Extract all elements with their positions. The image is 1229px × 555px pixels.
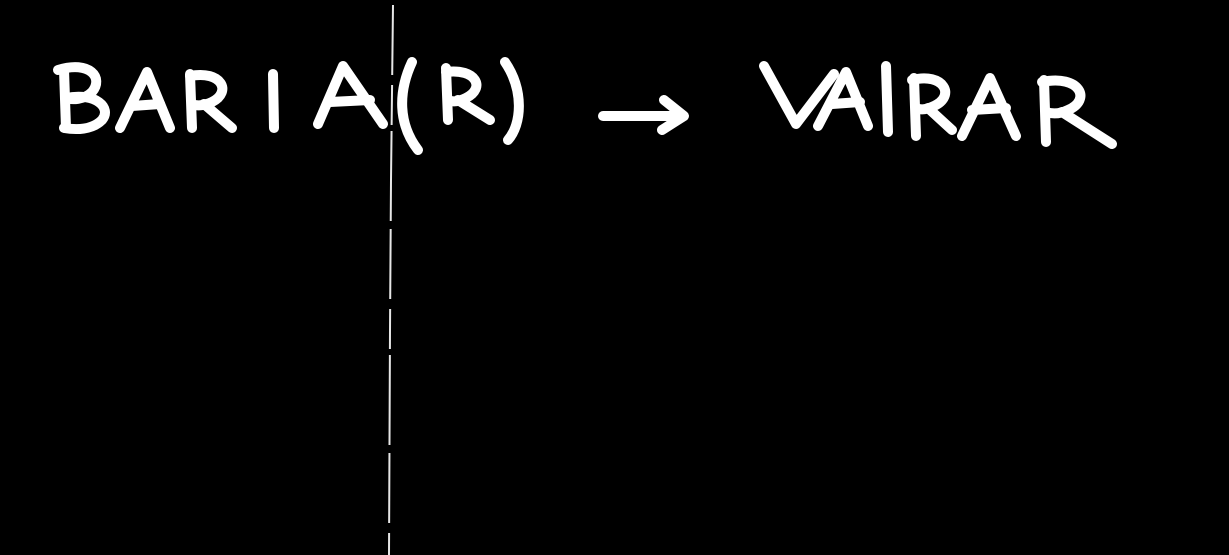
letter-r4-leg — [1062, 112, 1112, 144]
handwritten-marker — [402, 62, 519, 150]
vertical-guide-line — [389, 5, 393, 555]
letter-i1 — [273, 74, 274, 128]
letter-r1-leg — [204, 104, 232, 128]
letter-a2-bar — [330, 100, 370, 102]
left-parenthesis — [402, 62, 418, 150]
right-parenthesis — [505, 62, 519, 140]
letter-a4-bar — [972, 108, 1006, 110]
handwritten-target-word — [764, 66, 1112, 144]
letter-a3-bar — [832, 102, 860, 104]
arrow-icon — [603, 100, 684, 130]
handwritten-source-word — [58, 66, 383, 129]
letter-a2-sides — [318, 66, 383, 124]
letter-r2-leg — [458, 100, 490, 120]
letter-i2 — [886, 66, 888, 132]
letter-a1-bar — [132, 104, 160, 106]
letter-r3-leg — [928, 108, 952, 130]
